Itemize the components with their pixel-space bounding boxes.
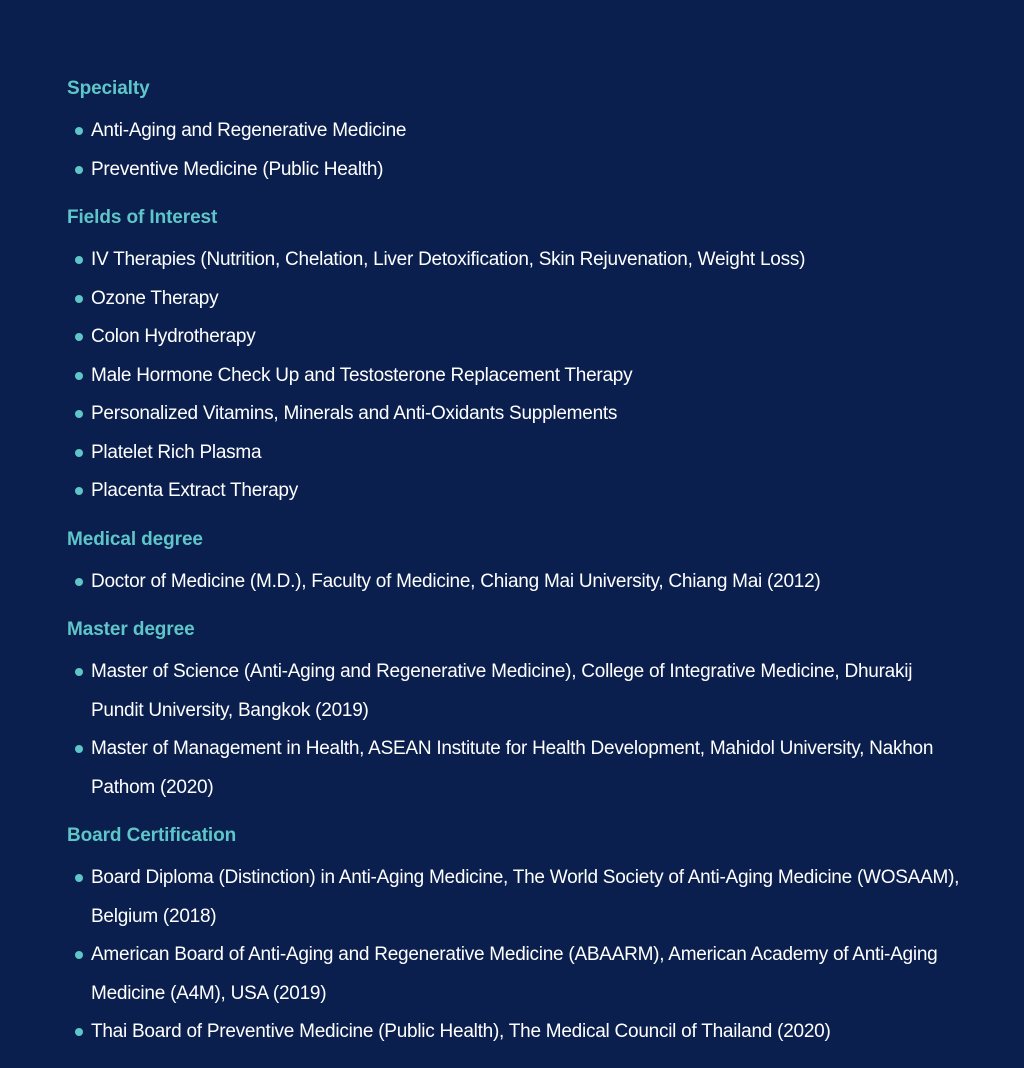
master-degree-list <box>67 653 967 807</box>
list-item-text: Anti-Aging and Regenerative Medicine <box>91 120 407 141</box>
list-item-text: Board Diploma (Distinction) in Anti-Aging Medicine, The World Society of Anti-Aging Medicine (WOSAAM), Belgium (2018) <box>91 867 960 927</box>
section-title: Specialty <box>67 78 150 99</box>
list-item-text: Personalized Vitamins, Minerals and Anti-Oxidants Supplements <box>91 403 618 424</box>
bullet-icon <box>75 578 83 586</box>
section-master-degree <box>67 617 967 807</box>
list-item-text: American Board of Anti-Aging and Regenerative Medicine (ABAARM), American Academy of Anti-Aging Medicine (A4M), USA (2019) <box>91 944 938 1004</box>
profile-content <box>67 76 967 1068</box>
list-item-text: Male Hormone Check Up and Testosterone Replacement Therapy <box>91 364 633 386</box>
section-title: Medical degree <box>67 528 203 550</box>
list-item <box>67 395 967 434</box>
bullet-icon <box>75 166 83 174</box>
bullet-icon <box>75 874 83 882</box>
list-item <box>67 563 967 602</box>
list-item <box>67 112 967 151</box>
list-item-text: Master of Management in Health, ASEAN Institute for Health Development, Mahidol University, Nakhon Pathom (2020) <box>91 738 934 798</box>
fields-of-interest-list <box>67 241 967 511</box>
list-item-text: Thai Board of Preventive Medicine (Public Health), The Medical Council of Thailand (2020) <box>91 1021 831 1042</box>
list-item-text: Ozone Therapy <box>91 287 219 309</box>
list-item <box>67 280 967 319</box>
bullet-icon <box>75 410 83 418</box>
list-item <box>67 859 967 936</box>
section-specialty <box>67 76 967 189</box>
bullet-icon <box>75 745 83 753</box>
bullet-icon <box>75 295 83 303</box>
section-title: Fields of Interest <box>67 207 218 228</box>
list-item <box>67 434 967 473</box>
bullet-icon <box>75 127 83 135</box>
section-title: Board Certification <box>67 825 237 846</box>
bullet-icon <box>75 449 83 457</box>
list-item <box>67 472 967 511</box>
bullet-icon <box>75 668 83 676</box>
list-item <box>67 653 967 730</box>
list-item-text: Master of Science (Anti-Aging and Regenerative Medicine), College of Integrative Medicine, Dhurakij Pundit University, Bangkok (2019) <box>91 661 913 721</box>
list-item <box>67 241 967 280</box>
bullet-icon <box>75 256 83 264</box>
list-item <box>67 936 967 1013</box>
bullet-icon <box>75 1028 83 1036</box>
medical-degree-list <box>67 563 967 602</box>
board-certification-list <box>67 859 967 1052</box>
list-item <box>67 1013 967 1052</box>
list-item-text: Colon Hydrotherapy <box>91 326 256 347</box>
bullet-icon <box>75 333 83 341</box>
list-item-text: Platelet Rich Plasma <box>91 441 262 463</box>
list-item <box>67 151 967 190</box>
section-fields-of-interest <box>67 205 967 511</box>
list-item-text: Preventive Medicine (Public Health) <box>91 158 384 180</box>
section-medical-degree <box>67 527 967 602</box>
list-item-text: Placenta Extract Therapy <box>91 480 298 501</box>
section-title: Master degree <box>67 619 195 640</box>
list-item <box>67 357 967 396</box>
section-board-certification <box>67 823 967 1052</box>
bullet-icon <box>75 372 83 380</box>
bullet-icon <box>75 951 83 959</box>
specialty-list <box>67 112 967 189</box>
list-item-text: IV Therapies (Nutrition, Chelation, Liver Detoxification, Skin Rejuvenation, Weight Loss) <box>91 249 806 270</box>
list-item-text: Doctor of Medicine (M.D.), Faculty of Medicine, Chiang Mai University, Chiang Mai (2012) <box>91 570 821 592</box>
list-item <box>67 318 967 357</box>
list-item <box>67 730 967 807</box>
bullet-icon <box>75 487 83 495</box>
